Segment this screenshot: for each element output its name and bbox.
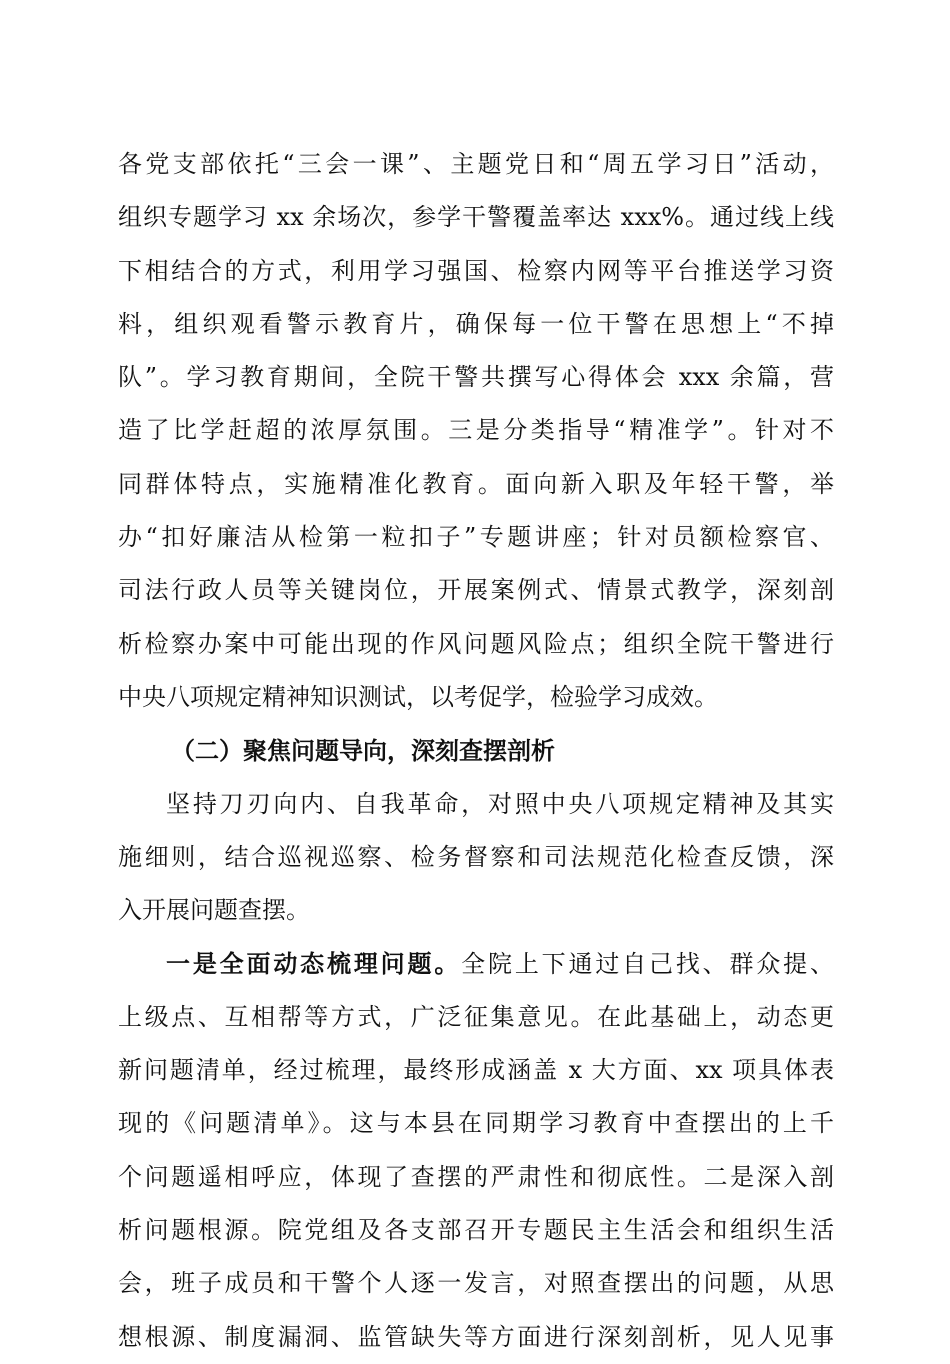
bold-lead-phrase: 一是全面动态梳理问题。 [166, 949, 462, 979]
text-line: 下相结合的方式，利用学习强国、检察内网等平台推送学习资 [118, 256, 834, 285]
paragraph-study-activities [118, 138, 834, 724]
text-line: 坚持刀刃向内、自我革命，对照中央八项规定精神及其实 [166, 789, 834, 818]
text-line: 析问题根源。院党组及各支部召开专题民主生活会和组织生活 [118, 1215, 834, 1244]
text-line: 现的《问题清单》。这与本县在同期学习教育中查摆出的上千 [118, 1109, 834, 1138]
text-line: 会，班子成员和干警个人逐一发言，对照查摆出的问题，从思 [118, 1269, 834, 1298]
text-line: 想根源、制度漏洞、监管缺失等方面进行深刻剖析，见人见事 [118, 1322, 834, 1351]
text-line: 料，组织观看警示教育片，确保每一位干警在思想上“不掉 [118, 309, 834, 338]
text-line: 组织专题学习 xx 余场次，参学干警覆盖率达 xxx%。通过线上线 [118, 203, 834, 232]
text-line: 队”。学习教育期间，全院干警共撰写心得体会 xxx 余篇，营 [118, 363, 834, 392]
section-heading: （二）聚焦问题导向，深刻查摆剖析 [171, 736, 555, 766]
text-line: 个问题遥相呼应，体现了查摆的严肃性和彻底性。二是深入剖 [118, 1162, 834, 1191]
text-line: 析检察办案中可能出现的作风问题风险点；组织全院干警进行 [118, 629, 834, 658]
document-body [118, 138, 834, 1364]
text-line: 同群体特点，实施精准化教育。面向新入职及年轻干警，举 [118, 469, 834, 498]
text-span: 全院上下通过自己找、群众提、 [461, 950, 835, 979]
text-line: 入开展问题查摆。 [118, 896, 310, 925]
text-line: 施细则，结合巡视巡察、检务督察和司法规范化检查反馈，深 [118, 842, 834, 871]
text-line [118, 937, 834, 990]
text-line: 各党支部依托“三会一课”、主题党日和“周五学习日”活动， [118, 150, 834, 178]
text-line: 办“扣好廉洁从检第一粒扣子”专题讲座；针对员额检察官、 [118, 523, 834, 552]
text-line: 中央八项规定精神知识测试，以考促学，检验学习成效。 [118, 682, 718, 711]
text-line: 上级点、互相帮等方式，广泛征集意见。在此基础上，动态更 [118, 1002, 834, 1031]
text-line: 司法行政人员等关键岗位，开展案例式、情景式教学，深刻剖 [118, 576, 834, 605]
text-line: 新问题清单，经过梳理，最终形成涵盖 x 大方面、xx 项具体表 [118, 1056, 834, 1085]
text-line: 造了比学赶超的浓厚氛围。三是分类指导“精准学”。针对不 [118, 416, 834, 445]
paragraph-problem-review-intro [118, 778, 834, 938]
paragraph-problem-review-detail [118, 937, 834, 1363]
